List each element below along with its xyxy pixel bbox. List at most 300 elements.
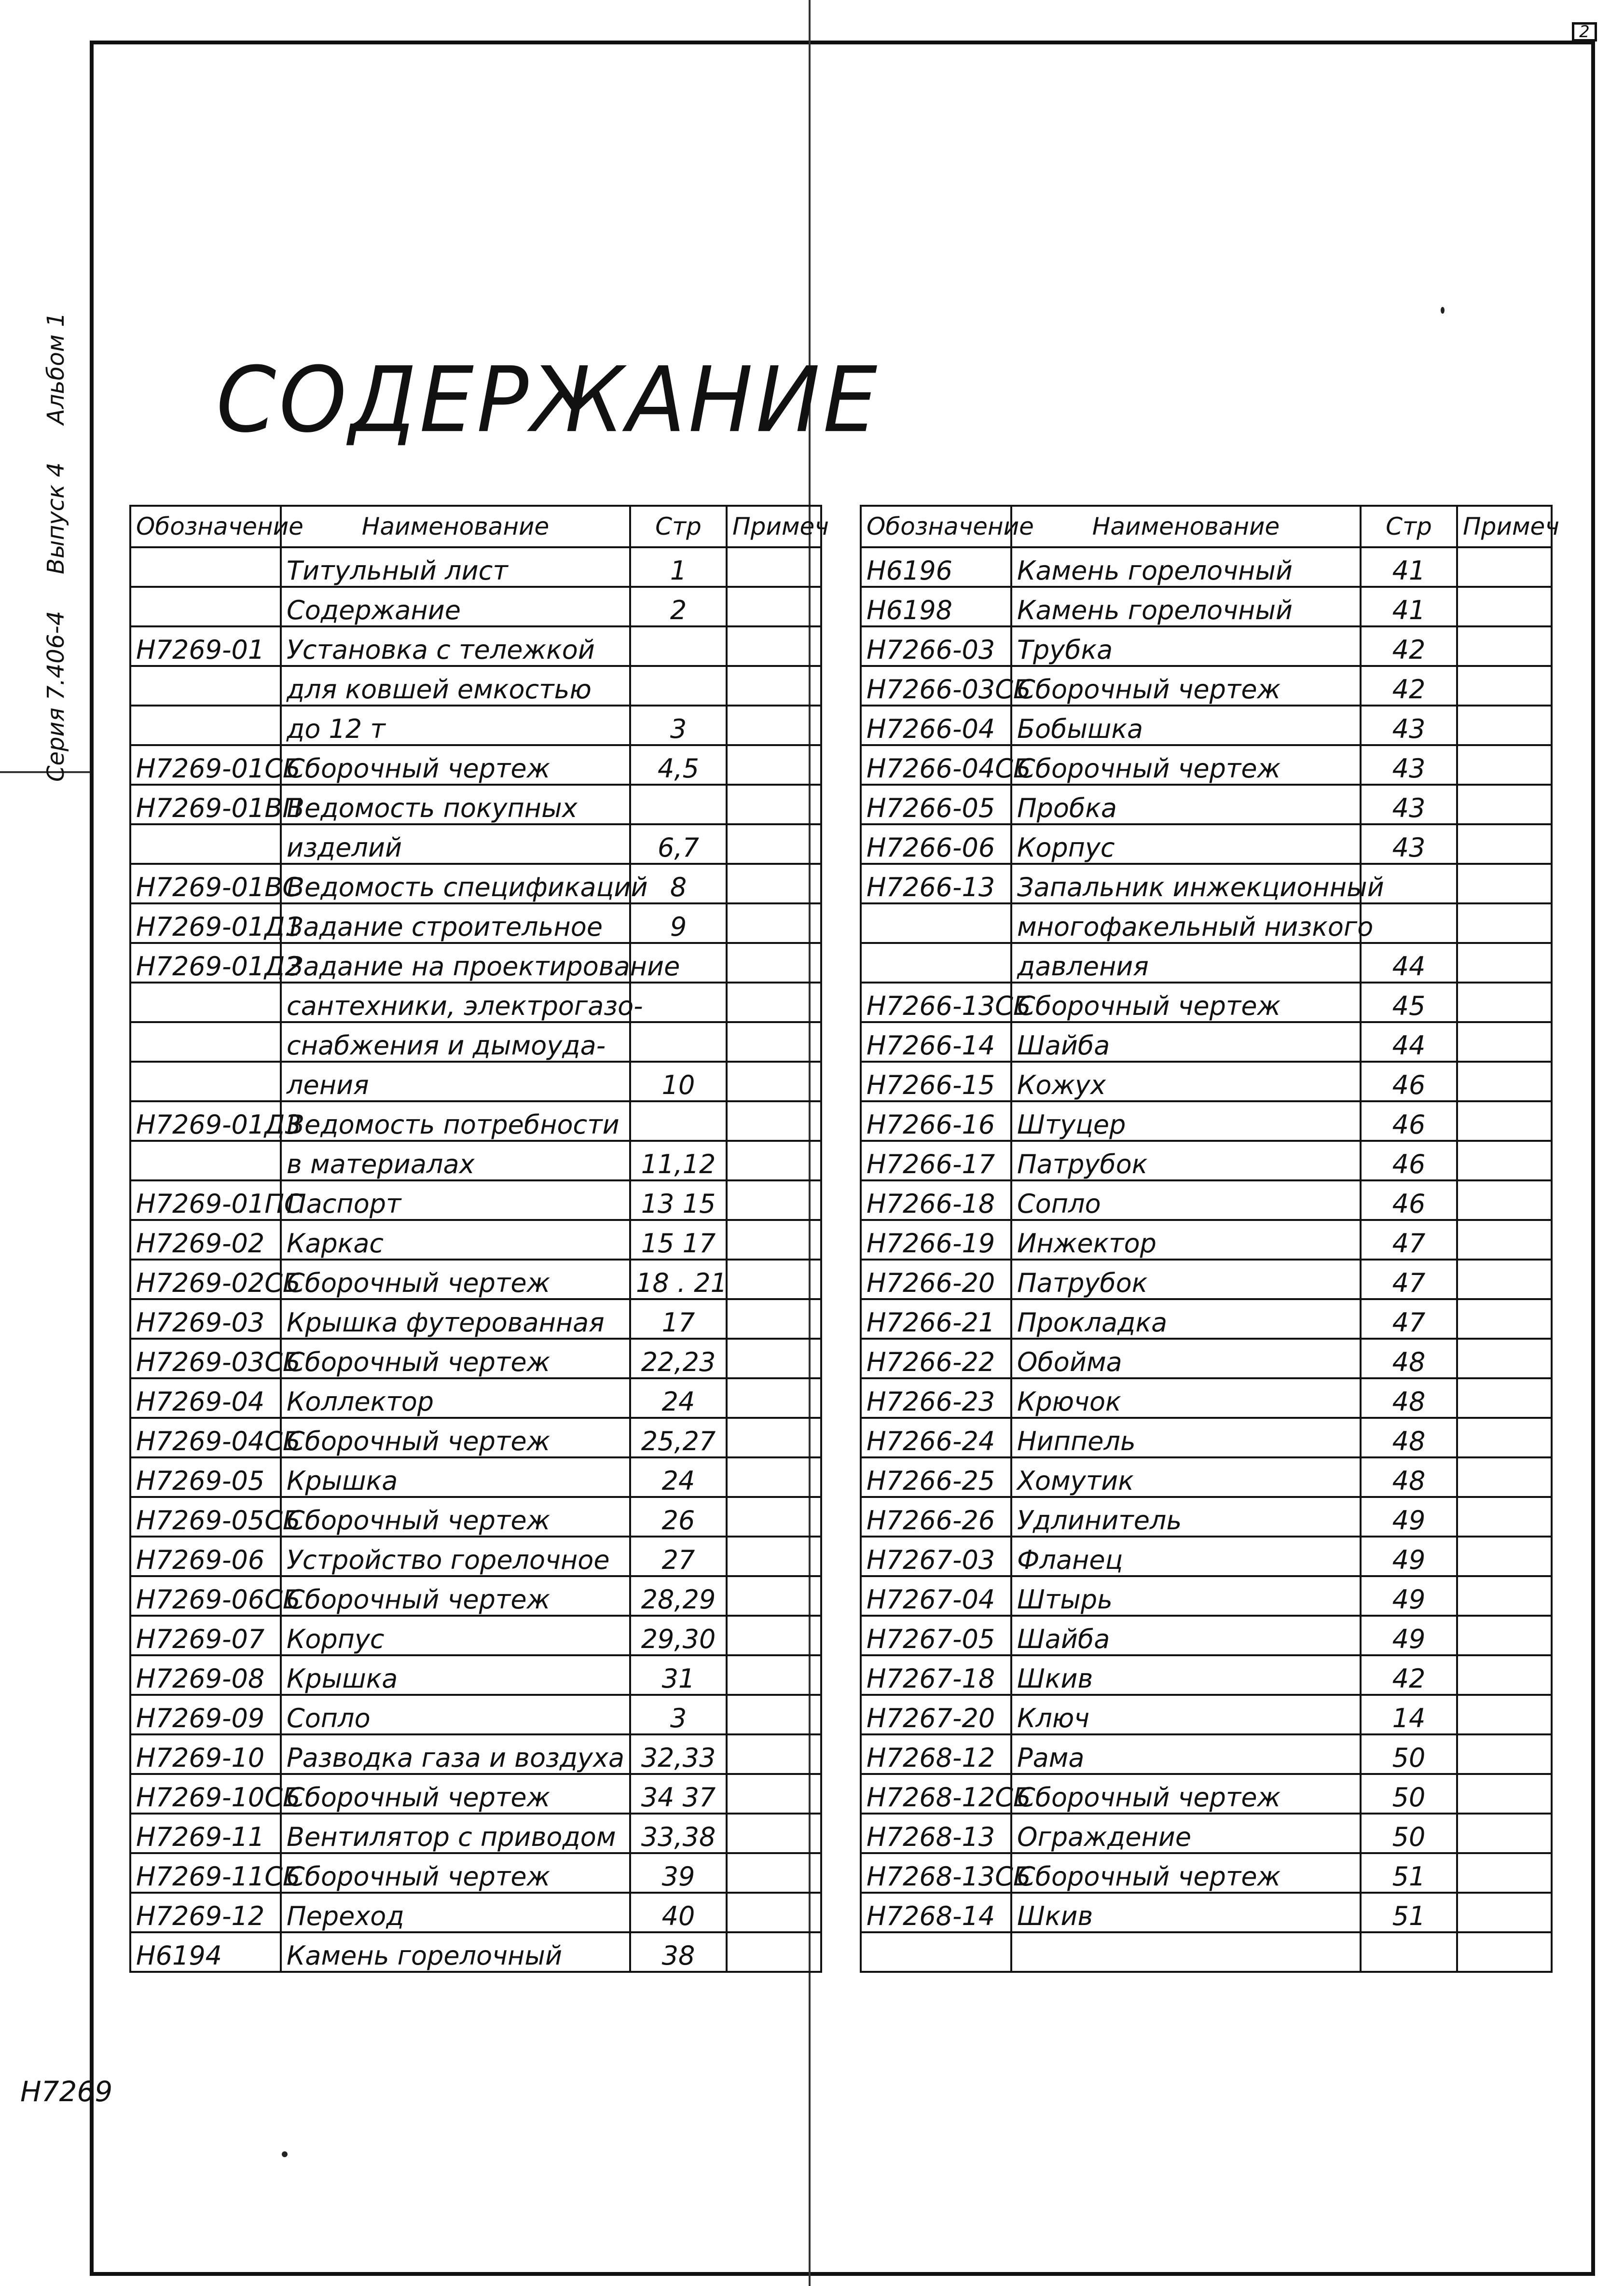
page-cell: 3	[630, 1695, 727, 1734]
header-designation: Обозначение	[130, 506, 281, 547]
page-cell	[1361, 903, 1457, 943]
name-cell: Вентилятор с приводом	[281, 1814, 630, 1853]
designation-cell: Н7269-02СБ	[130, 1260, 281, 1299]
designation-cell: Н7269-05СБ	[130, 1497, 281, 1537]
table-row	[861, 1616, 1552, 1655]
note-cell	[1457, 943, 1552, 983]
table-row	[861, 1734, 1552, 1774]
name-cell: Ограждение	[1011, 1814, 1361, 1853]
designation-cell: Н7269-01Д2	[130, 943, 281, 983]
name-cell: Установка с тележкой	[281, 626, 630, 666]
note-cell	[727, 1576, 821, 1616]
table-row	[861, 903, 1552, 943]
name-cell: Запальник инжекционный	[1011, 864, 1361, 903]
designation-cell: Н7266-20	[861, 1260, 1011, 1299]
note-cell	[727, 1853, 821, 1893]
designation-cell: Н7269-06СБ	[130, 1576, 281, 1616]
page-cell: 47	[1361, 1220, 1457, 1260]
name-cell: Кожух	[1011, 1062, 1361, 1101]
note-cell	[727, 1180, 821, 1220]
designation-cell: Н7266-23	[861, 1378, 1011, 1418]
designation-cell	[861, 1932, 1011, 1972]
note-cell	[727, 1418, 821, 1457]
header-page: Стр	[1361, 506, 1457, 547]
table-row	[130, 824, 821, 864]
note-cell	[1457, 1814, 1552, 1853]
name-cell: Крышка	[281, 1457, 630, 1497]
table-row	[861, 1576, 1552, 1616]
designation-cell	[130, 666, 281, 706]
table-row	[130, 666, 821, 706]
designation-cell: Н7267-20	[861, 1695, 1011, 1734]
name-cell: Шайба	[1011, 1022, 1361, 1062]
designation-cell: Н6198	[861, 587, 1011, 626]
header-name: Наименование	[1011, 506, 1361, 547]
table-row	[861, 864, 1552, 903]
note-cell	[1457, 1616, 1552, 1655]
designation-cell	[130, 983, 281, 1022]
name-cell: Патрубок	[1011, 1260, 1361, 1299]
designation-cell: Н7266-18	[861, 1180, 1011, 1220]
page-cell: 41	[1361, 587, 1457, 626]
designation-cell: Н7269-01СБ	[130, 745, 281, 785]
page-cell: 6,7	[630, 824, 727, 864]
designation-cell: Н7266-04СБ	[861, 745, 1011, 785]
note-cell	[1457, 1299, 1552, 1339]
page-cell: 41	[1361, 547, 1457, 587]
designation-cell: Н7269-11СБ	[130, 1853, 281, 1893]
name-cell: Содержание	[281, 587, 630, 626]
name-cell: Бобышка	[1011, 706, 1361, 745]
note-cell	[1457, 1537, 1552, 1576]
note-cell	[727, 864, 821, 903]
note-cell	[727, 1814, 821, 1853]
page-cell: 2	[630, 587, 727, 626]
table-row	[130, 1695, 821, 1734]
table-row	[861, 1101, 1552, 1141]
page-cell: 29,30	[630, 1616, 727, 1655]
note-cell	[1457, 983, 1552, 1022]
page-cell: 10	[630, 1062, 727, 1101]
table-row	[130, 1180, 821, 1220]
designation-cell: Н7266-05	[861, 785, 1011, 824]
page-cell	[630, 666, 727, 706]
name-cell: Сопло	[1011, 1180, 1361, 1220]
page-cell: 28,29	[630, 1576, 727, 1616]
page-cell: 43	[1361, 706, 1457, 745]
designation-cell: Н7266-15	[861, 1062, 1011, 1101]
name-cell: Устройство горелочное	[281, 1537, 630, 1576]
table-row	[861, 1260, 1552, 1299]
table-row	[130, 745, 821, 785]
table-row	[861, 1418, 1552, 1457]
name-cell: Сборочный чертеж	[281, 1339, 630, 1378]
designation-cell	[130, 1141, 281, 1180]
designation-cell: Н7266-26	[861, 1497, 1011, 1537]
designation-cell: Н7269-05	[130, 1457, 281, 1497]
note-cell	[1457, 1932, 1552, 1972]
designation-cell: Н7268-14	[861, 1893, 1011, 1932]
designation-cell: Н7266-24	[861, 1418, 1011, 1457]
table-row	[130, 1576, 821, 1616]
designation-cell: Н7266-22	[861, 1339, 1011, 1378]
name-cell: Фланец	[1011, 1537, 1361, 1576]
note-cell	[1457, 626, 1552, 666]
name-cell: Разводка газа и воздуха	[281, 1734, 630, 1774]
table-row	[861, 626, 1552, 666]
name-cell: Сборочный чертеж	[1011, 666, 1361, 706]
name-cell: Сопло	[281, 1695, 630, 1734]
name-cell: Коллектор	[281, 1378, 630, 1418]
note-cell	[1457, 1339, 1552, 1378]
table-row	[861, 1655, 1552, 1695]
table-row	[130, 1220, 821, 1260]
page-cell: 46	[1361, 1101, 1457, 1141]
page-cell: 45	[1361, 983, 1457, 1022]
page-cell: 51	[1361, 1893, 1457, 1932]
name-cell: Удлинитель	[1011, 1497, 1361, 1537]
note-cell	[1457, 666, 1552, 706]
designation-cell: Н7269-01ВС	[130, 864, 281, 903]
note-cell	[727, 1655, 821, 1695]
note-cell	[1457, 1497, 1552, 1537]
table-row	[130, 1616, 821, 1655]
table-row	[130, 1260, 821, 1299]
name-cell: Паспорт	[281, 1180, 630, 1220]
page-cell: 42	[1361, 626, 1457, 666]
page-cell: 31	[630, 1655, 727, 1695]
note-cell	[727, 1774, 821, 1814]
designation-cell: Н7269-09	[130, 1695, 281, 1734]
note-cell	[1457, 1022, 1552, 1062]
note-cell	[727, 1062, 821, 1101]
header-note: Примеч	[727, 506, 821, 547]
name-cell: Рама	[1011, 1734, 1361, 1774]
name-cell: Сборочный чертеж	[281, 1418, 630, 1457]
page-cell: 42	[1361, 666, 1457, 706]
table-row	[861, 824, 1552, 864]
designation-cell: Н7268-12	[861, 1734, 1011, 1774]
page-cell	[1361, 1932, 1457, 1972]
note-cell	[727, 903, 821, 943]
page-cell: 34 37	[630, 1774, 727, 1814]
name-cell: для ковшей емкостью	[281, 666, 630, 706]
table-row	[130, 1853, 821, 1893]
page-cell: 47	[1361, 1299, 1457, 1339]
table-row	[130, 943, 821, 983]
name-cell: Ниппель	[1011, 1418, 1361, 1457]
note-cell	[1457, 1734, 1552, 1774]
name-cell: Шайба	[1011, 1616, 1361, 1655]
table-row	[130, 1457, 821, 1497]
name-cell: Шкив	[1011, 1893, 1361, 1932]
page-cell: 49	[1361, 1616, 1457, 1655]
page-cell: 38	[630, 1932, 727, 1972]
table-row	[861, 1339, 1552, 1378]
table-row	[861, 587, 1552, 626]
note-cell	[727, 547, 821, 587]
designation-cell: Н7267-03	[861, 1537, 1011, 1576]
note-cell	[727, 1457, 821, 1497]
table-row	[861, 1062, 1552, 1101]
table-row	[861, 1537, 1552, 1576]
page-cell: 24	[630, 1378, 727, 1418]
note-cell	[727, 983, 821, 1022]
page-cell: 11,12	[630, 1141, 727, 1180]
table-row	[130, 903, 821, 943]
note-cell	[727, 745, 821, 785]
table-row	[130, 1893, 821, 1932]
name-cell: Камень горелочный	[1011, 587, 1361, 626]
table-row	[130, 1537, 821, 1576]
designation-cell: Н7269-03СБ	[130, 1339, 281, 1378]
note-cell	[727, 1893, 821, 1932]
speck	[1441, 307, 1445, 314]
note-cell	[1457, 1893, 1552, 1932]
table-row	[861, 1220, 1552, 1260]
table-row	[130, 587, 821, 626]
page-cell: 50	[1361, 1814, 1457, 1853]
table-row	[130, 1299, 821, 1339]
page-cell: 13 15	[630, 1180, 727, 1220]
table-row	[861, 1695, 1552, 1734]
page-cell: 3	[630, 706, 727, 745]
designation-cell: Н7267-05	[861, 1616, 1011, 1655]
table-row	[861, 785, 1552, 824]
designation-cell: Н7266-06	[861, 824, 1011, 864]
note-cell	[1457, 1180, 1552, 1220]
name-cell: Ведомость покупных	[281, 785, 630, 824]
name-cell: Задание на проектирование	[281, 943, 630, 983]
designation-cell: Н7266-04	[861, 706, 1011, 745]
designation-cell	[130, 587, 281, 626]
page-cell: 46	[1361, 1062, 1457, 1101]
name-cell: Корпус	[1011, 824, 1361, 864]
table-row	[861, 943, 1552, 983]
page-cell: 24	[630, 1457, 727, 1497]
name-cell: Пробка	[1011, 785, 1361, 824]
table-row	[130, 1932, 821, 1972]
note-cell	[727, 1537, 821, 1576]
designation-cell: Н7269-10	[130, 1734, 281, 1774]
designation-cell: Н7269-04	[130, 1378, 281, 1418]
page-cell	[630, 1101, 727, 1141]
header-name: Наименование	[281, 506, 630, 547]
album-label: Альбом 1	[42, 312, 69, 425]
page-cell: 15 17	[630, 1220, 727, 1260]
page-number: 2	[1572, 22, 1597, 42]
name-cell: Крышка	[281, 1655, 630, 1695]
name-cell: Ключ	[1011, 1695, 1361, 1734]
name-cell: Камень горелочный	[1011, 547, 1361, 587]
designation-cell: Н7269-10СБ	[130, 1774, 281, 1814]
table-row	[130, 1774, 821, 1814]
table-row	[861, 983, 1552, 1022]
designation-cell	[130, 1022, 281, 1062]
name-cell: снабжения и дымоуда-	[281, 1022, 630, 1062]
page-cell: 43	[1361, 745, 1457, 785]
note-cell	[1457, 547, 1552, 587]
table-row	[861, 1853, 1552, 1893]
table-row	[861, 1180, 1552, 1220]
name-cell: изделий	[281, 824, 630, 864]
note-cell	[727, 1260, 821, 1299]
table-row	[130, 1062, 821, 1101]
designation-cell: Н7266-25	[861, 1457, 1011, 1497]
note-cell	[1457, 1378, 1552, 1418]
table-row	[861, 1299, 1552, 1339]
table-row	[130, 1022, 821, 1062]
issue-label: Выпуск 4	[42, 462, 69, 574]
name-cell: Сборочный чертеж	[1011, 983, 1361, 1022]
name-cell: Задание строительное	[281, 903, 630, 943]
page-cell: 42	[1361, 1655, 1457, 1695]
page-cell: 48	[1361, 1378, 1457, 1418]
name-cell: Ведомость спецификаций	[281, 864, 630, 903]
page-cell: 50	[1361, 1734, 1457, 1774]
designation-cell: Н7268-13	[861, 1814, 1011, 1853]
table-row	[861, 1932, 1552, 1972]
page-cell: 1	[630, 547, 727, 587]
note-cell	[1457, 1576, 1552, 1616]
page-cell: 9	[630, 903, 727, 943]
note-cell	[1457, 1101, 1552, 1141]
page-cell: 43	[1361, 824, 1457, 864]
table-row	[130, 1734, 821, 1774]
table-row	[130, 1378, 821, 1418]
note-cell	[727, 587, 821, 626]
note-cell	[1457, 1774, 1552, 1814]
designation-cell: Н7269-08	[130, 1655, 281, 1695]
designation-cell: Н7269-11	[130, 1814, 281, 1853]
page-cell: 18 . 21	[630, 1260, 727, 1299]
table-row	[130, 706, 821, 745]
name-cell: Шкив	[1011, 1655, 1361, 1695]
note-cell	[727, 706, 821, 745]
table-row	[130, 1655, 821, 1695]
table-row	[861, 1022, 1552, 1062]
designation-cell: Н7269-07	[130, 1616, 281, 1655]
name-cell: Сборочный чертеж	[1011, 745, 1361, 785]
contents-table-right	[860, 505, 1559, 1973]
note-cell	[1457, 1457, 1552, 1497]
note-cell	[1457, 1062, 1552, 1101]
page-title: СОДЕРЖАНИЕ	[216, 347, 881, 453]
table-row	[130, 1814, 821, 1853]
designation-cell: Н6194	[130, 1932, 281, 1972]
designation-cell: Н7266-03	[861, 626, 1011, 666]
page-cell: 47	[1361, 1260, 1457, 1299]
page-cell: 22,23	[630, 1339, 727, 1378]
table-row	[861, 745, 1552, 785]
designation-cell: Н7269-01Д3	[130, 1101, 281, 1141]
name-cell: Крючок	[1011, 1378, 1361, 1418]
note-cell	[1457, 706, 1552, 745]
designation-cell: Н7269-06	[130, 1537, 281, 1576]
name-cell: Инжектор	[1011, 1220, 1361, 1260]
note-cell	[727, 1022, 821, 1062]
name-cell: сантехники, электрогазо-	[281, 983, 630, 1022]
page-cell: 40	[630, 1893, 727, 1932]
table-row	[130, 1141, 821, 1180]
note-cell	[727, 943, 821, 983]
name-cell: Обойма	[1011, 1339, 1361, 1378]
page-cell: 49	[1361, 1497, 1457, 1537]
note-cell	[727, 1497, 821, 1537]
name-cell: Прокладка	[1011, 1299, 1361, 1339]
designation-cell: Н7266-14	[861, 1022, 1011, 1062]
page-cell: 48	[1361, 1457, 1457, 1497]
name-cell: Корпус	[281, 1616, 630, 1655]
page-cell	[630, 626, 727, 666]
note-cell	[1457, 1695, 1552, 1734]
designation-cell	[130, 706, 281, 745]
designation-cell: Н7269-01Д1	[130, 903, 281, 943]
page-cell	[630, 785, 727, 824]
designation-cell: Н7267-04	[861, 1576, 1011, 1616]
name-cell: давления	[1011, 943, 1361, 983]
table-row	[130, 1339, 821, 1378]
designation-cell: Н7266-16	[861, 1101, 1011, 1141]
page-cell	[630, 1022, 727, 1062]
table-row	[861, 1457, 1552, 1497]
note-cell	[1457, 1853, 1552, 1893]
note-cell	[1457, 587, 1552, 626]
table-row	[130, 785, 821, 824]
designation-cell: Н6196	[861, 547, 1011, 587]
designation-cell: Н7268-12СБ	[861, 1774, 1011, 1814]
name-cell: Штуцер	[1011, 1101, 1361, 1141]
speck	[282, 2151, 288, 2157]
page-cell: 48	[1361, 1418, 1457, 1457]
table-row	[861, 706, 1552, 745]
designation-cell: Н7269-01	[130, 626, 281, 666]
designation-cell	[861, 903, 1011, 943]
name-cell: ления	[281, 1062, 630, 1101]
note-cell	[1457, 1260, 1552, 1299]
page-cell: 50	[1361, 1774, 1457, 1814]
designation-cell: Н7266-13СБ	[861, 983, 1011, 1022]
note-cell	[727, 1220, 821, 1260]
page-cell: 4,5	[630, 745, 727, 785]
page-cell: 26	[630, 1497, 727, 1537]
designation-cell: Н7268-13СБ	[861, 1853, 1011, 1893]
note-cell	[1457, 1141, 1552, 1180]
note-cell	[727, 1695, 821, 1734]
table-row	[861, 1141, 1552, 1180]
note-cell	[727, 824, 821, 864]
note-cell	[727, 1101, 821, 1141]
name-cell: Сборочный чертеж	[1011, 1774, 1361, 1814]
designation-cell: Н7266-17	[861, 1141, 1011, 1180]
name-cell: Титульный лист	[281, 547, 630, 587]
note-cell	[1457, 864, 1552, 903]
designation-cell: Н7266-03СБ	[861, 666, 1011, 706]
table-row	[130, 1418, 821, 1457]
table-row	[861, 1497, 1552, 1537]
designation-cell: Н7269-01ВП	[130, 785, 281, 824]
page-cell: 44	[1361, 943, 1457, 983]
table-row	[130, 626, 821, 666]
side-labels	[42, 10, 91, 782]
designation-cell: Н7269-02	[130, 1220, 281, 1260]
designation-cell: Н7266-13	[861, 864, 1011, 903]
table-row	[861, 1774, 1552, 1814]
table-row	[861, 1893, 1552, 1932]
note-cell	[1457, 1220, 1552, 1260]
page-cell: 49	[1361, 1576, 1457, 1616]
table-header-row	[130, 506, 821, 547]
